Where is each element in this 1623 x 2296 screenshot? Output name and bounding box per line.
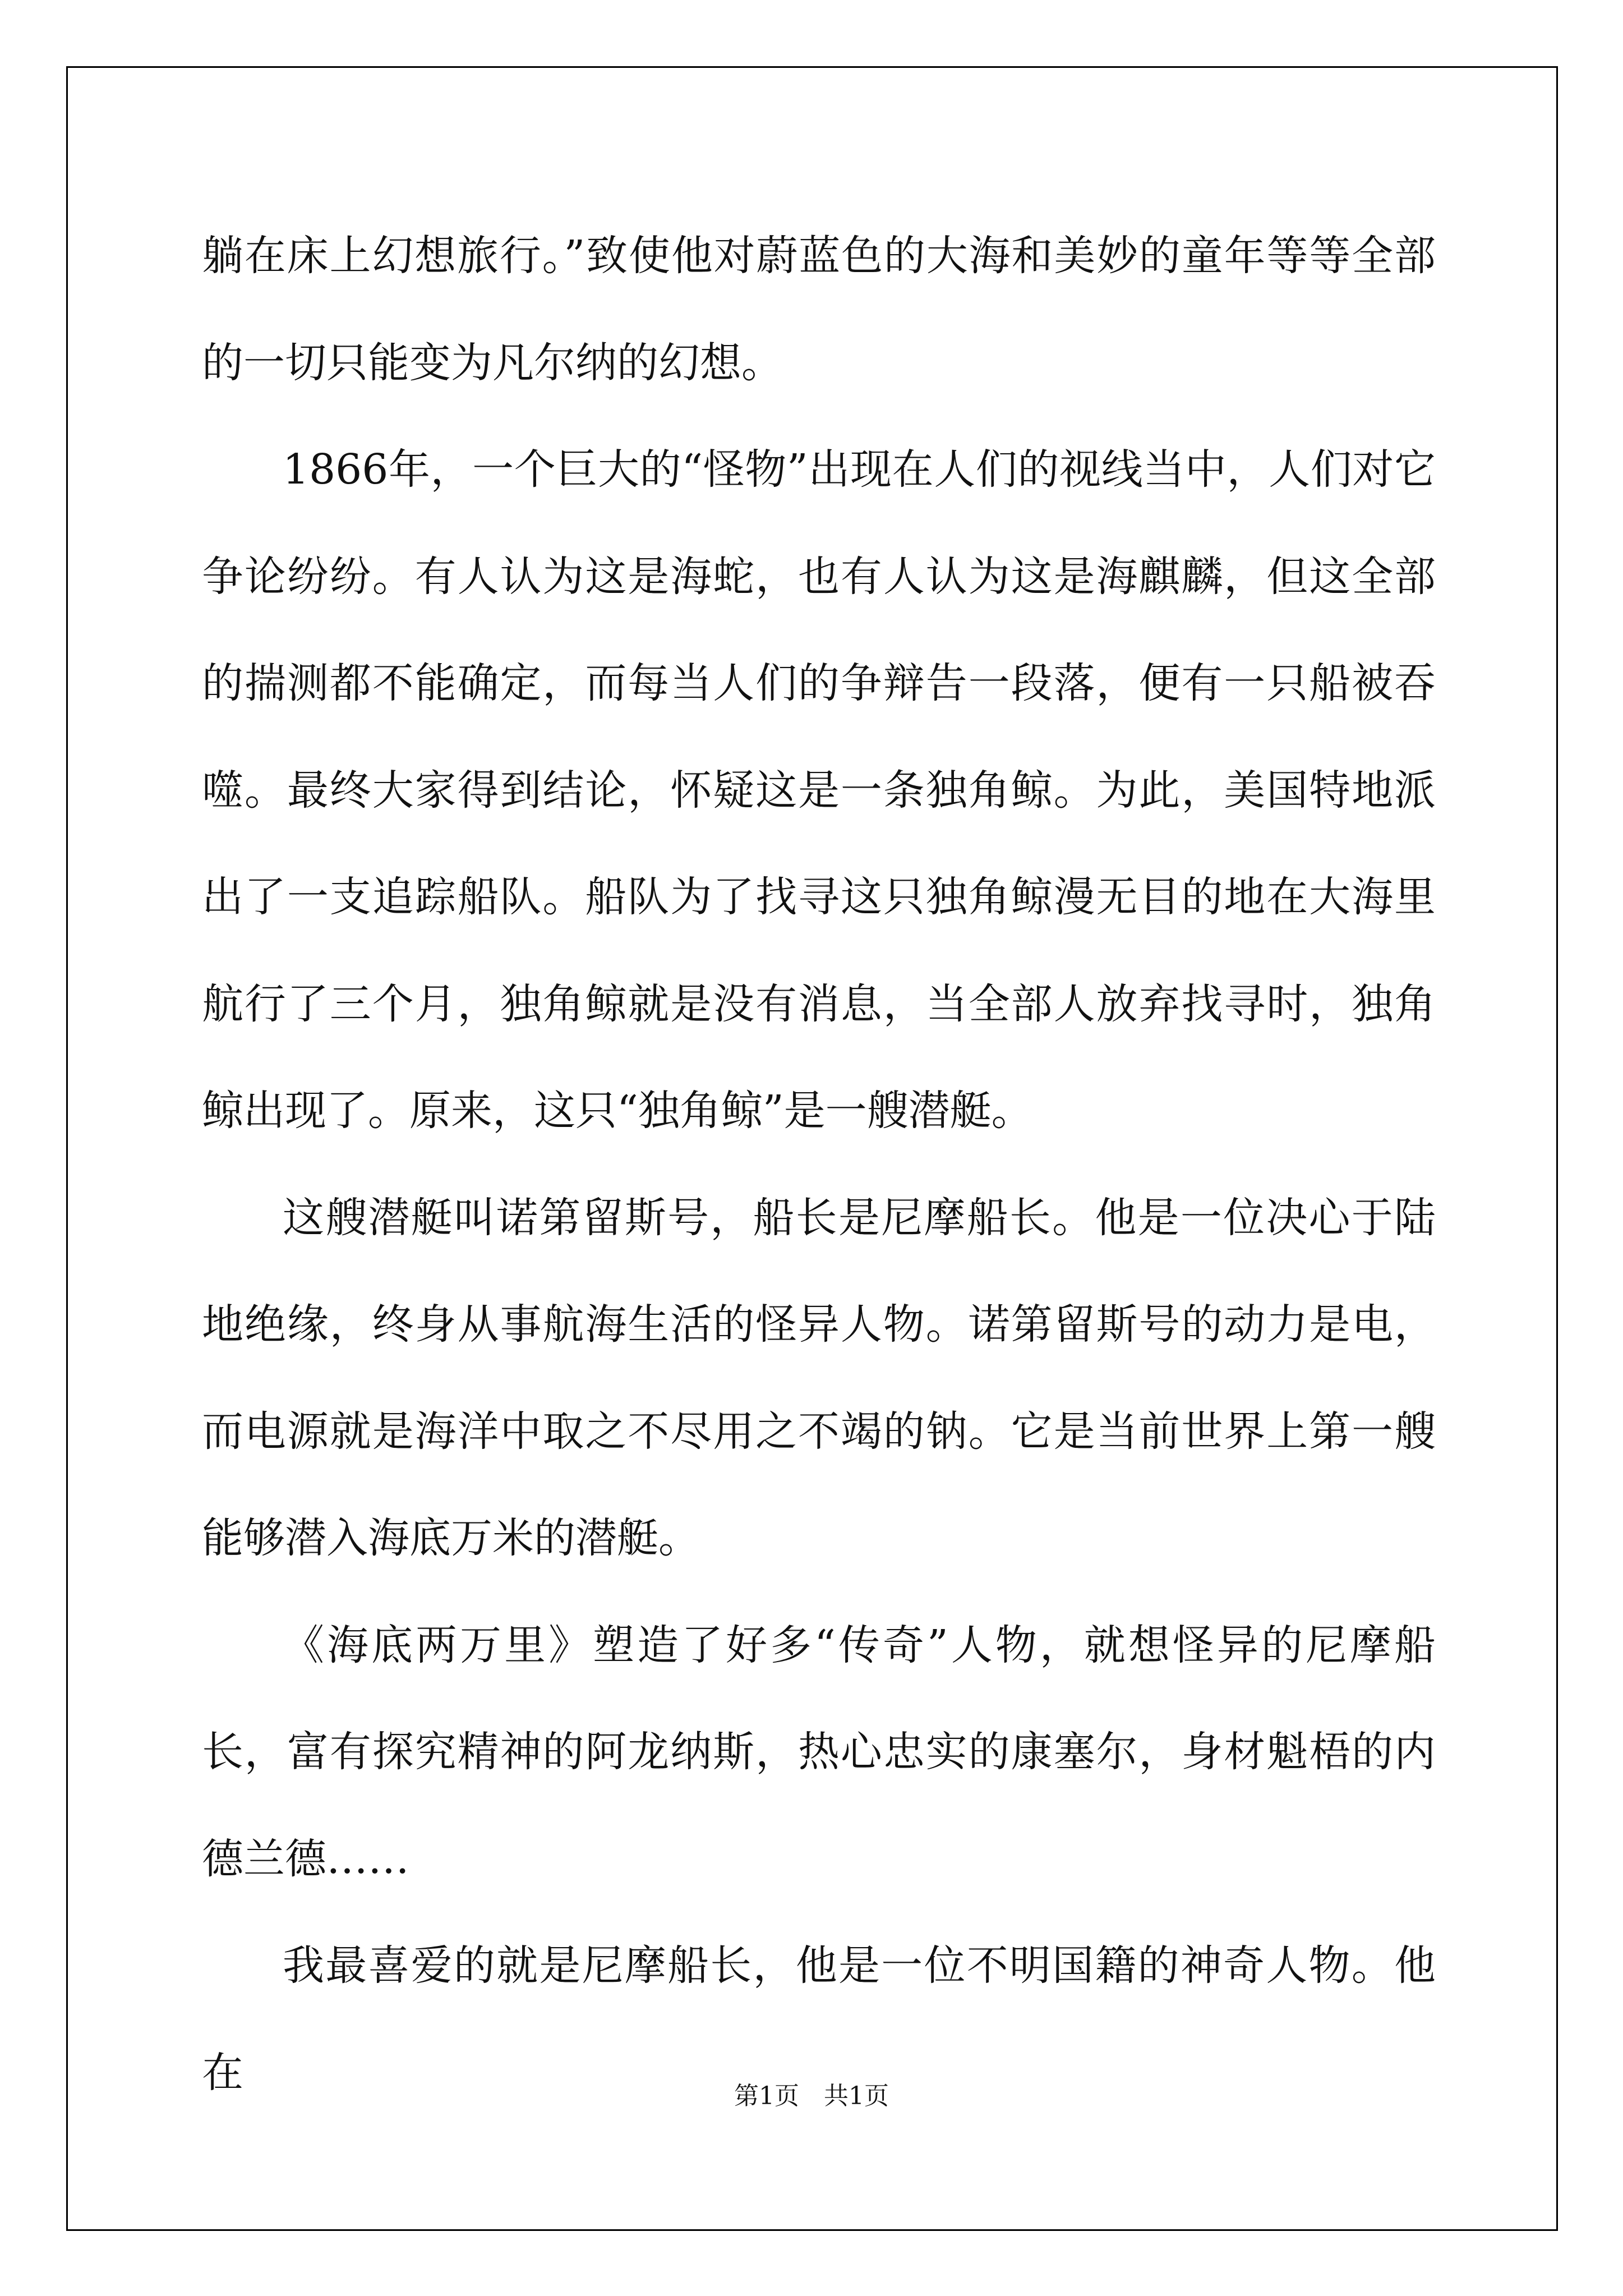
paragraph-1: 躺在床上幻想旅行。”致使他对蔚蓝色的大海和美妙的童年等等全部的一切只能变为凡尔纳的幻想。 <box>202 232 1436 387</box>
paragraph-3: 这艘潜艇叫诺第留斯号，船长是尼摩船长。他是一位决心于陆地绝缘，终身从事航海生活的怪异人物。诺第留斯号的动力是电，而电源就是海洋中取之不尽用之不竭的钠。它是当前世界上第一艘能够潜入海底万米的潜艇。 <box>202 1193 1436 1562</box>
paragraph-4: 《海底两万里》塑造了好多“传奇”人物，就想怪异的尼摩船长，富有探究精神的阿龙纳斯，热心忠实的康塞尔，身材魁梧的内德兰德…… <box>202 1621 1436 1883</box>
paragraph-5: 我最喜爱的就是尼摩船长，他是一位不明国籍的神奇人物。他在 <box>202 1941 1436 2097</box>
paragraph-2: 1866年，一个巨大的“怪物”出现在人们的视线当中，人们对它争论纷纷。有人认为这是海蛇，也有人认为这是海麒麟，但这全部的揣测都不能确定，而每当人们的争辩告一段落，便有一只船被吞噬。最终大家得到结论，怀疑这是一条独角鲸。为此，美国特地派出了一支追踪船队。船队为了找寻这只独角鲸漫无目的地在大海里航行了三个月，独角鲸就是没有消息，当全部人放弃找寻时，独角鲸出现了。原来，这只“独角鲸”是一艘潜艇。 <box>202 445 1436 1135</box>
document-body <box>202 203 1436 2126</box>
page-number-footer: 第1页 共1页 <box>734 2082 889 2110</box>
